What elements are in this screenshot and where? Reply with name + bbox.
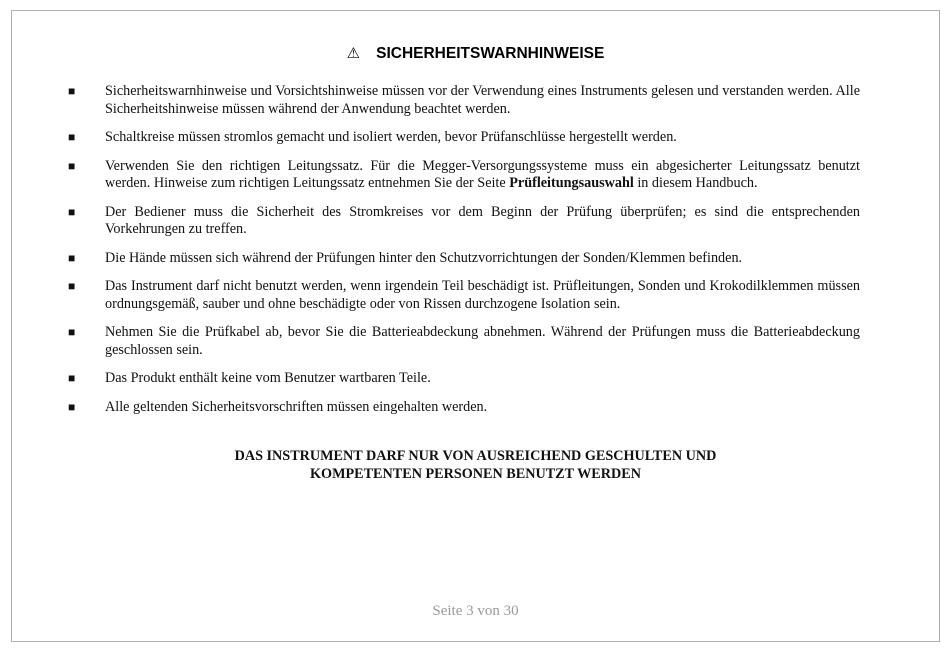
notice-line: KOMPETENTEN PERSONEN BENUTZT WERDEN (310, 465, 641, 482)
document-page (11, 10, 940, 642)
bullet-square-icon: ■ (68, 279, 76, 293)
page-title (12, 44, 939, 63)
list-item (12, 129, 939, 147)
reference-link-text: Prüfleitungsauswahl (509, 175, 634, 191)
list-item-text-part: in diesem Handbuch. (633, 175, 758, 191)
list-item-text: Sicherheitswarnhinweise und Vorsichtshinweise müssen vor der Verwendung eines Instruments gelesen und verstanden werden. Alle Sicherheitshinweise müssen während der Anwendung beachtet werden. (105, 83, 860, 117)
list-item-text: Schaltkreise müssen stromlos gemacht und isoliert werden, bevor Prüfanschlüsse hergestellt werden. (105, 129, 677, 145)
list-item (12, 158, 939, 193)
warning-triangle-icon: ⚠ (346, 45, 361, 62)
list-item (12, 204, 939, 239)
list-item-text (105, 158, 860, 193)
list-item (12, 278, 939, 313)
list-item-text: Das Instrument darf nicht benutzt werden, wenn irgendein Teil beschädigt ist. Prüfleitungen, Sonden und Krokodilklemmen müssen ordnungsgemäß, sauber und ohne beschädigte oder von Rissen durchzogene Isolation sein. (105, 278, 860, 312)
bullet-square-icon: ■ (68, 325, 76, 339)
list-item-text: Die Hände müssen sich während der Prüfungen hinter den Schutzvorrichtungen der Sonden/Klemmen befinden. (105, 249, 743, 266)
page-number-footer: Seite 3 von 30 (432, 603, 519, 619)
bullet-square-icon: ■ (68, 204, 76, 219)
list-item-text-part: Verwenden Sie den richtigen Leitungssatz. Für die Megger-Versorgungssysteme muss ein abgesicherter Leitungssatz benutzt werden. Hinweise zum richtigen Leitungssatz entnehmen Sie der Seite (105, 157, 860, 191)
bullet-square-icon: ■ (68, 371, 76, 385)
competence-notice (12, 448, 939, 483)
bullet-square-icon: ■ (68, 130, 76, 144)
list-item (12, 83, 939, 118)
list-item (12, 324, 939, 359)
notice-line: DAS INSTRUMENT DARF NUR VON AUSREICHEND GESCHULTEN UND (234, 448, 717, 464)
safety-warning-list (12, 83, 939, 427)
bullet-square-icon: ■ (68, 250, 76, 265)
list-item-text: Das Produkt enthält keine vom Benutzer wartbaren Teile. (105, 370, 431, 386)
page-title-text: SICHERHEITSWARNHINWEISE (376, 45, 605, 62)
list-item (12, 250, 939, 268)
bullet-square-icon: ■ (68, 399, 76, 414)
list-item-text: Alle geltenden Sicherheitsvorschriften müssen eingehalten werden. (105, 398, 488, 415)
list-item (12, 370, 939, 388)
list-item-text: Der Bediener muss die Sicherheit des Stromkreises vor dem Beginn der Prüfung überprüfen; es sind die entsprechenden Vorkehrungen zu treffen. (105, 203, 860, 237)
bullet-square-icon: ■ (68, 158, 76, 173)
list-item (12, 399, 939, 417)
list-item-text: Nehmen Sie die Prüfkabel ab, bevor Sie die Batterieabdeckung abnehmen. Während der Prüfungen muss die Batterieabdeckung geschlossen sein. (105, 324, 860, 358)
bullet-square-icon: ■ (68, 84, 76, 98)
